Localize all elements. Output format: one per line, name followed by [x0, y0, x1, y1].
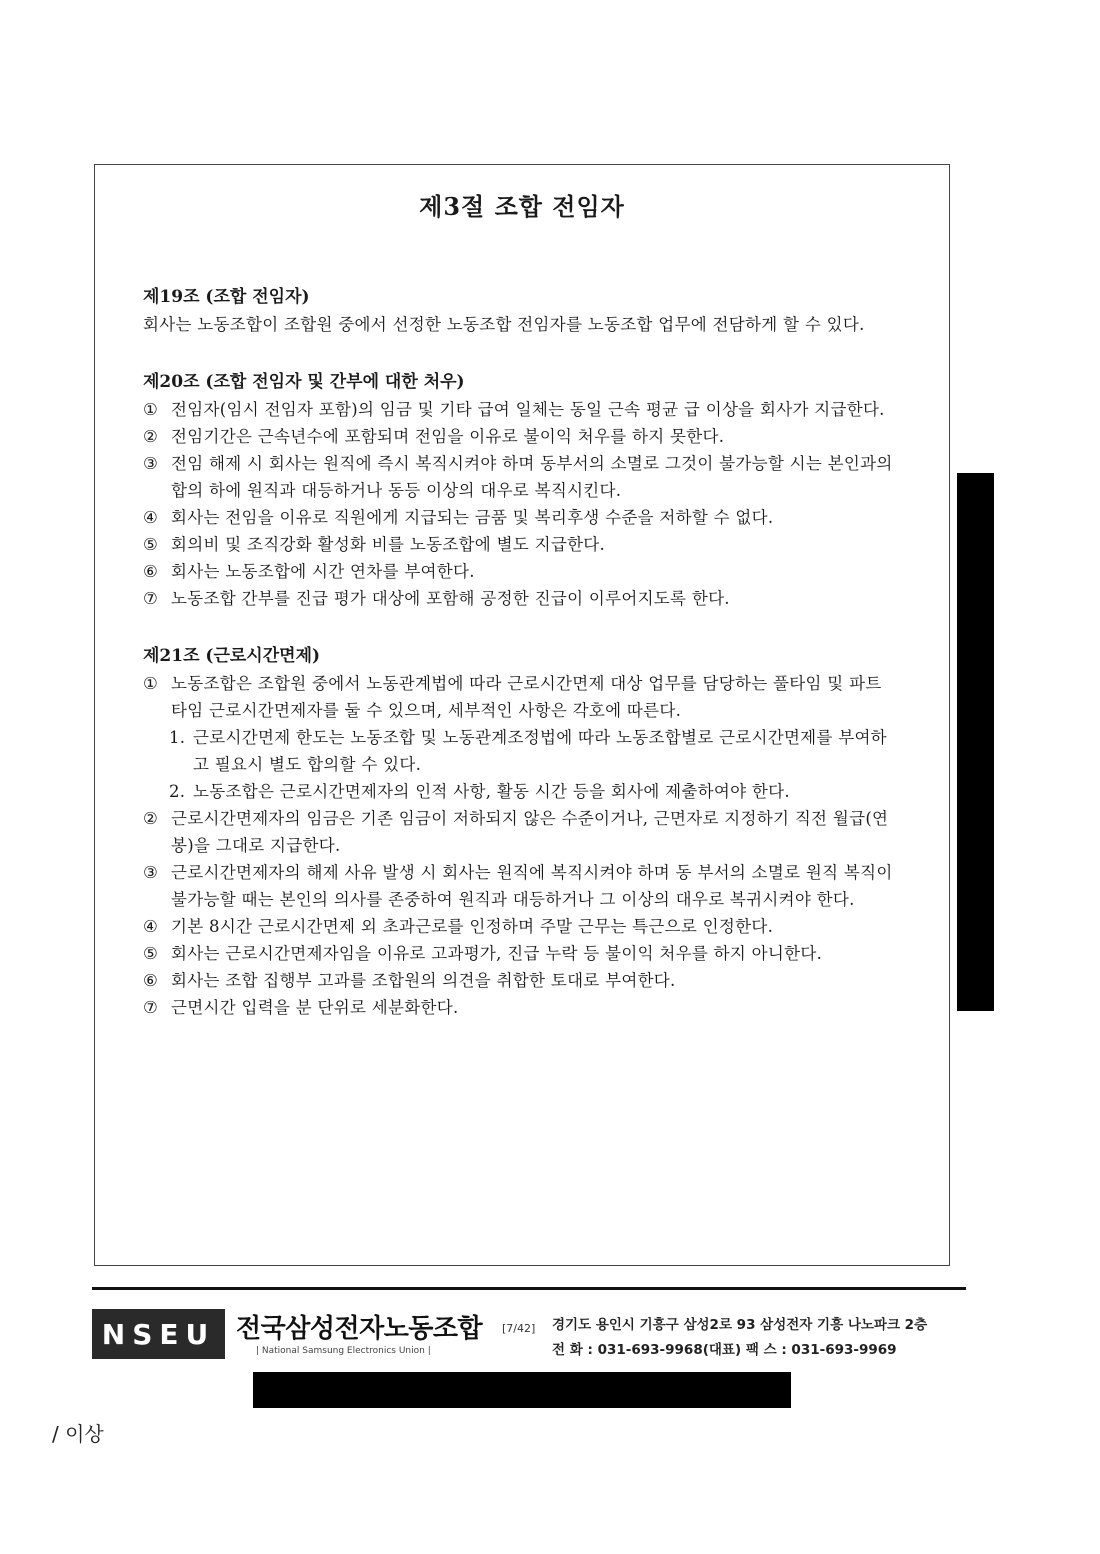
clause-number: ③: [143, 454, 159, 473]
article-gap: [143, 612, 903, 642]
clause-number: ④: [143, 508, 159, 527]
clause-text: 전임 해제 시 회사는 원직에 즉시 복직시켜야 하며 동부서의 소멸로 그것이 불가능할 시는 본인과의 합의 하에 원직과 대등하거나 동등 이상의 대우로 복직시킨다.: [171, 454, 893, 500]
clause-text: 근로시간면제자의 해제 사유 발생 시 회사는 원직에 복직시켜야 하며 동 부서의 소멸로 원직 복직이 불가능할 때는 본인의 의사를 존중하여 원직과 대등하거나 그 이상의 대우로 복귀시켜야 한다.: [171, 863, 893, 909]
clause-text: 근면시간 입력을 분 단위로 세분화한다.: [171, 998, 459, 1017]
articles-content: [143, 283, 903, 1021]
clause-text: 기본 8시간 근로시간면제 외 초과근로를 인정하며 주말 근무는 특근으로 인정한다.: [171, 917, 774, 936]
union-phone: 전 화 : 031-693-9968(대표) 팩 스 : 031-693-9969: [552, 1342, 897, 1358]
sub-clause-number: 1.: [169, 728, 186, 747]
article-clause: [143, 994, 903, 1021]
section-title: 제3절 조합 전임자: [419, 192, 625, 221]
sub-clause-text: 근로시간면제 한도는 노동조합 및 노동관계조정법에 따라 노동조합별로 근로시간면제를 부여하고 필요시 별도 합의할 수 있다.: [193, 728, 887, 774]
clause-number: ⑥: [143, 971, 159, 990]
article-clause: [143, 450, 903, 504]
footer-divider: [92, 1287, 966, 1290]
article-clause: [143, 967, 903, 994]
article-heading: 제19조 (조합 전임자): [143, 287, 310, 307]
clause-text: 전임자(임시 전임자 포함)의 임금 및 기타 급여 일체는 동일 근속 평균 급 이상을 회사가 지급한다.: [171, 400, 885, 419]
clause-text: 회사는 근로시간면제자임을 이유로 고과평가, 진급 누락 등 불이익 처우를 하지 아니한다.: [171, 944, 823, 963]
clause-number: ④: [143, 917, 159, 936]
sub-clause: [143, 724, 903, 778]
article-clause: [143, 558, 903, 585]
article-body: 회사는 노동조합이 조합원 중에서 선정한 노동조합 전임자를 노동조합 업무에 전담하게 할 수 있다.: [143, 315, 865, 334]
clause-number: ⑦: [143, 589, 159, 608]
clause-number: ⑤: [143, 535, 159, 554]
sub-clause: [143, 778, 903, 805]
clause-text: 전임기간은 근속년수에 포함되며 전임을 이유로 불이익 처우를 하지 못한다.: [171, 427, 725, 446]
clause-text: 회사는 조합 집행부 고과를 조합원의 의견을 취합한 토대로 부여한다.: [171, 971, 676, 990]
sub-clause-number: 2.: [169, 782, 186, 801]
article-heading: 제20조 (조합 전임자 및 간부에 대한 처우): [143, 372, 465, 392]
clause-number: ①: [143, 674, 159, 693]
document-frame: [94, 164, 950, 1266]
nseu-logo: NSEU: [92, 1309, 225, 1359]
article-clause: [143, 913, 903, 940]
clause-text: 노동조합 간부를 진급 평가 대상에 포함해 공정한 진급이 이루어지도록 한다.: [171, 589, 730, 608]
sub-clause-text: 노동조합은 근로시간면제자의 인적 사항, 활동 시간 등을 회사에 제출하여야 한다.: [193, 782, 790, 801]
clause-number: ①: [143, 400, 159, 419]
article-heading: 제21조 (근로시간면제): [143, 646, 321, 666]
union-name: 전국삼성전자노동조합: [236, 1314, 483, 1344]
article-clause: [143, 585, 903, 612]
clause-text: 노동조합은 조합원 중에서 노동관계법에 따라 근로시간면제 대상 업무를 담당하는 풀타임 및 파트 타임 근로시간면제자를 둘 수 있으며, 세부적인 사항은 각호에 따른다.: [171, 674, 882, 720]
clause-text: 회사는 노동조합에 시간 연차를 부여한다.: [171, 562, 475, 581]
union-address: 경기도 용인시 기흥구 삼성2로 93 삼성전자 기흥 나노파크 2층: [552, 1317, 928, 1333]
closing-text: / 이상: [52, 1422, 104, 1446]
clause-number: ⑥: [143, 562, 159, 581]
article-clause: [143, 940, 903, 967]
clause-number: ②: [143, 809, 159, 828]
clause-text: 회의비 및 조직강화 활성화 비를 노동조합에 별도 지급한다.: [171, 535, 606, 554]
clause-number: ⑤: [143, 944, 159, 963]
article-clause: [143, 859, 903, 913]
article-clause: [143, 423, 903, 450]
union-name-english: | National Samsung Electronics Union |: [256, 1346, 431, 1356]
article-clause: [143, 504, 903, 531]
clause-text: 회사는 전임을 이유로 직원에게 지급되는 금품 및 복리후생 수준을 저하할 수 없다.: [171, 508, 774, 527]
article-gap: [143, 338, 903, 368]
page-number: [7/42]: [502, 1322, 536, 1335]
clause-number: ②: [143, 427, 159, 446]
article-clause: [143, 670, 903, 724]
article-clause: [143, 396, 903, 423]
redaction-bar-bottom: [253, 1372, 791, 1408]
redaction-bar-side: [957, 473, 994, 1011]
clause-number: ③: [143, 863, 159, 882]
clause-number: ⑦: [143, 998, 159, 1017]
clause-text: 근로시간면제자의 임금은 기존 임금이 저하되지 않은 수준이거나, 근면자로 지정하기 직전 월급(연봉)을 그대로 지급한다.: [171, 809, 889, 855]
article-clause: [143, 531, 903, 558]
article-clause: [143, 805, 903, 859]
